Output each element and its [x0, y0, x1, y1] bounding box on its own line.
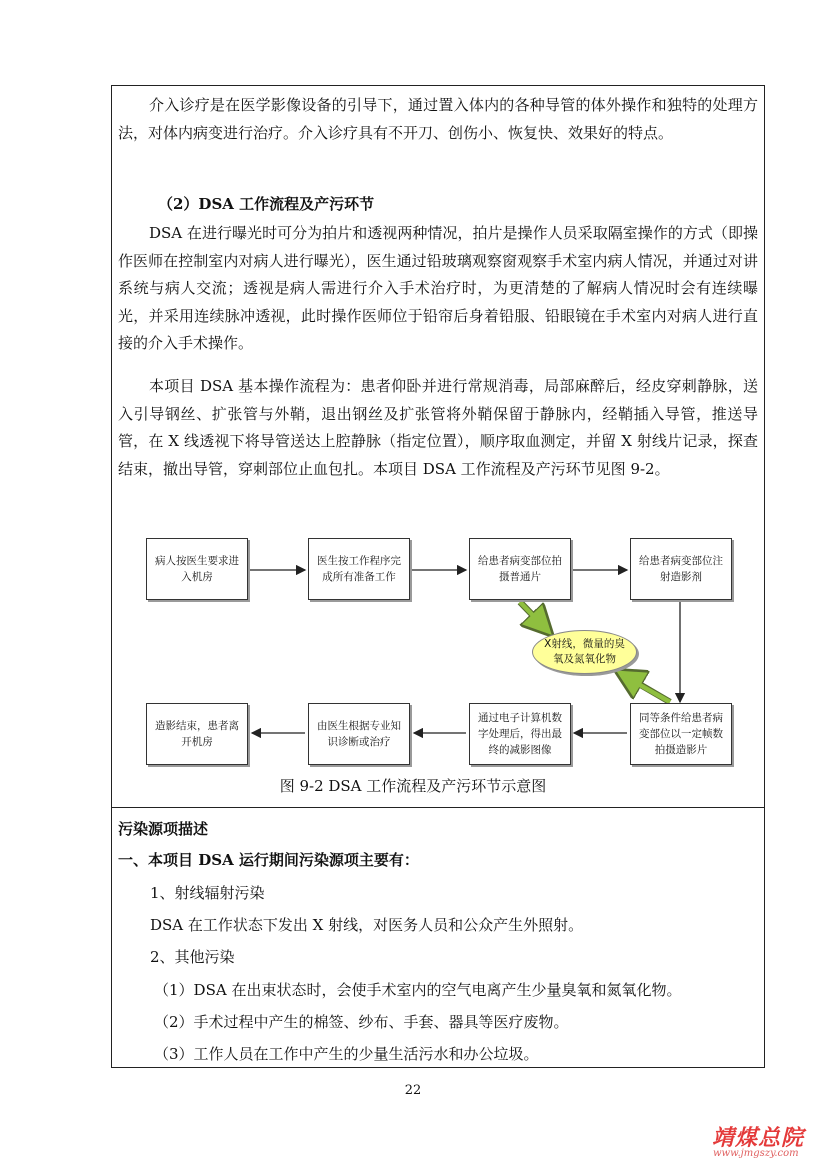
pollutant-ellipse: X射线，微量的臭氧及氮氧化物 — [532, 630, 637, 674]
pollution-sub-2: （2）手术过程中产生的棉签、纱布、手套、器具等医疗废物。 — [154, 1013, 569, 1031]
flow-box-diagnosis: 由医生根据专业知识诊断或治疗 — [308, 703, 410, 765]
paragraph-exposure: DSA 在进行曝光时可分为拍片和透视两种情况，拍片是操作人员采取隔室操作的方式（即操作医师在控制室内对病人进行曝光），医生通过铅玻璃观察窗观察手术室内病人情况，并通过对讲系统与病人交流；透视是病人需进行介入手术治疗时，为更清楚的了解病人情况时会有连续曝光，并采用连续脉冲透视，此时操作医师位于铅帘后身着铅服、铅眼镜在手术室内对病人进行直接的介入手术操作。 — [118, 224, 758, 353]
watermark-url: www.jmgszy.com — [713, 1148, 799, 1159]
flow-box-prepare: 医生按工作程序完成所有准备工作 — [308, 538, 410, 600]
flow-box-plain-film: 给患者病变部位拍摄普通片 — [469, 538, 571, 600]
figure-caption: 图 9-2 DSA 工作流程及产污环节示意图 — [279, 777, 547, 795]
green-arrow-top-fill — [520, 602, 545, 628]
flow-box-digital-processing: 通过电子计算机数字处理后，得出最终的减影图像 — [469, 703, 571, 765]
green-arrow-bottom-fill — [624, 676, 670, 702]
watermark-logo: 靖煤总院 — [712, 1126, 805, 1151]
paragraph-intro: 介入诊疗是在医学影像设备的引导下，通过置入体内的各种导管的体外操作和独特的处理方法，对体内病变进行治疗。介入诊疗具有不开刀、创伤小、恢复快、效果好的特点。 — [118, 96, 758, 142]
pollution-subtitle: 一、本项目 DSA 运行期间污染源项主要有： — [118, 851, 419, 869]
pollution-item-2: 2、其他污染 — [150, 948, 235, 966]
flow-box-leave-room: 造影结束，患者离开机房 — [146, 703, 248, 765]
flow-box-angiography: 同等条件给患者病变部位以一定帧数拍摄造影片 — [630, 703, 732, 765]
section-heading: （2）DSA 工作流程及产污环节 — [158, 195, 375, 213]
flow-box-inject-contrast: 给患者病变部位注射造影剂 — [630, 538, 732, 600]
paragraph-procedure: 本项目 DSA 基本操作流程为：患者仰卧并进行常规消毒，局部麻醉后，经皮穿刺静脉，送入引导钢丝、扩张管与外鞘，退出钢丝及扩张管将外鞘保留于静脉内，经鞘插入导管，推送导管，在 X 线透视下将导管送达上腔静脉（指定位置），顺序取血测定，并留 X 射线片记录，探查结束，撤出导管，穿刺部位止血包扎。本项目 DSA 工作流程及产污环节见图 9-2。 — [118, 377, 758, 478]
pollution-item-1: 1、射线辐射污染 — [150, 884, 265, 902]
page-number: 22 — [404, 1083, 422, 1098]
pollution-sub-3: （3）工作人员在工作中产生的少量生活污水和办公垃圾。 — [154, 1045, 539, 1063]
pollution-title: 污染源项描述 — [118, 820, 209, 838]
pollution-sub-1: （1）DSA 在出束状态时，会使手术室内的空气电离产生少量臭氧和氮氧化物。 — [154, 981, 682, 999]
flow-box-enter-room: 病人按医生要求进入机房 — [146, 538, 248, 600]
pollution-item-1-text: DSA 在工作状态下发出 X 射线，对医务人员和公众产生外照射。 — [150, 916, 584, 934]
